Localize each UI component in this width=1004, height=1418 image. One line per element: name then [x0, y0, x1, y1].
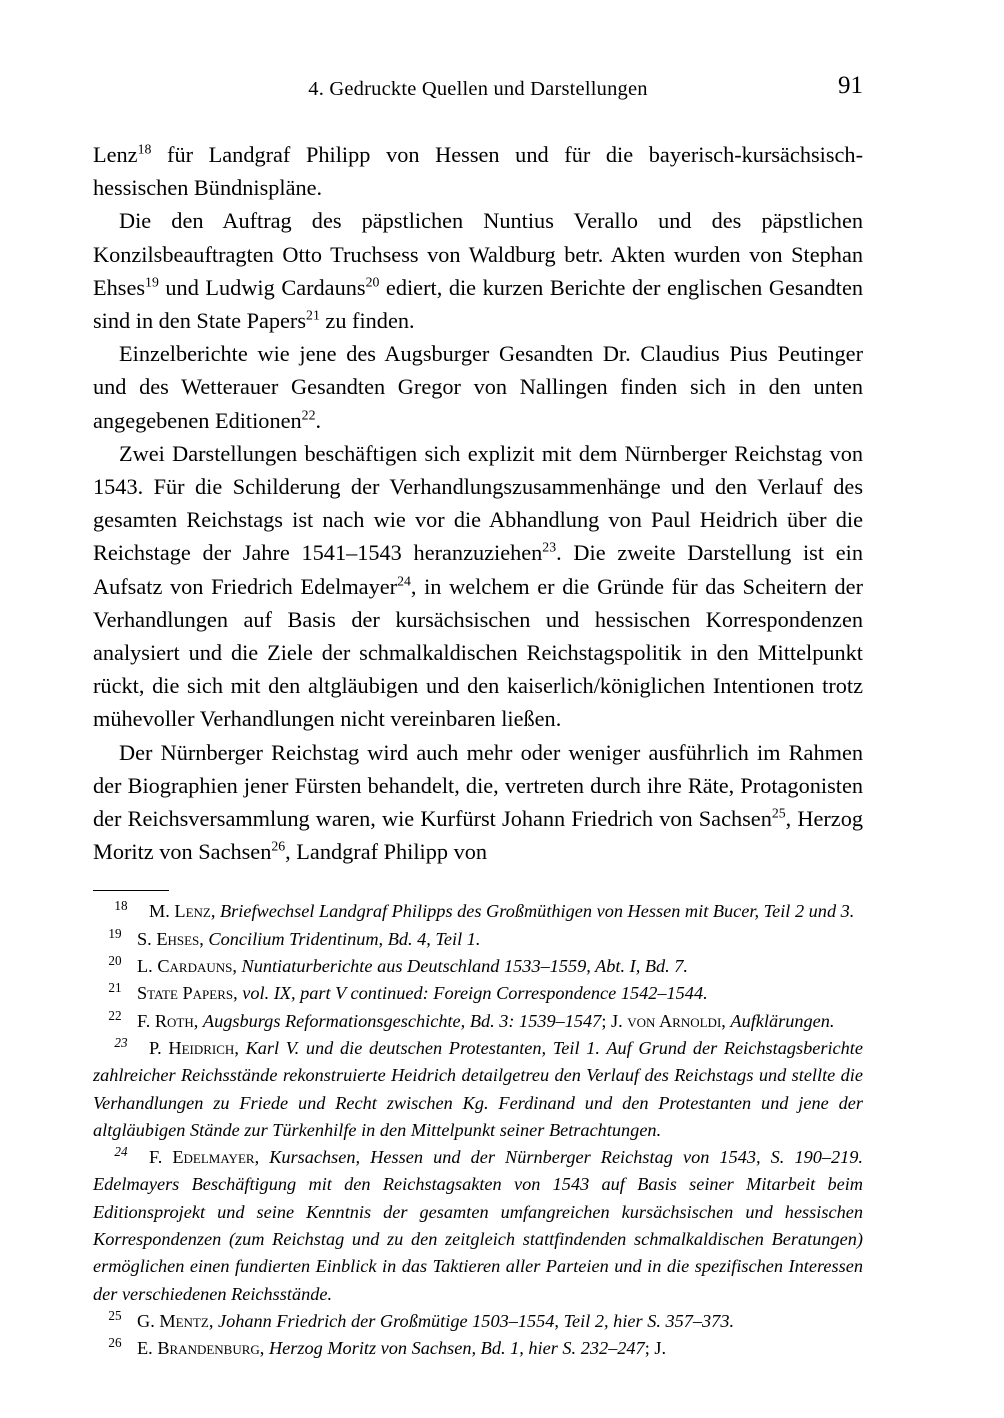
footnote-title: Augsburgs Reformationsgeschichte, Bd. 3: 1539–1547	[202, 1010, 602, 1031]
footnote-title: Karl V. und die deutschen Protestanten, Teil 1. Auf Grund der Reichstagsberichte zahlreicher Reichsstände rekonstruierte Heidrich detailgetreu den Verlauf des Reichstags und stellte die Verhandlungen zu Friede und Recht zwischen Kg. Ferdinand und den Protestanten und jene der altgläubigen Stände zur Türkenhilfe in den Mittelpunkt seiner Betrachtungen.	[93, 1037, 864, 1140]
footnote-item: 24 F. Edelmayer, Kursachsen, Hessen und der Nürnberger Reichstag von 1543, S. 190–219. Edelmayers Beschäftigung mit den Reichstagsakten von 1543 auf Basis seiner Mitarbeit beim Editionsprojekt und seine Kenntnis der gesamten umfangreichen kursächsischen und hessischen Korrespondenzen (zum Reichstag und zu den zeitgleich stattfindenden schmalkaldischen Beratungen) ermöglichen einen fundierten Einblick in das Taktieren aller Parteien und in die spezifischen Interessen der verschiedenen Reichsstände.	[93, 1144, 863, 1304]
footnote-text: ,	[199, 928, 209, 949]
footnote-text: M.	[149, 901, 175, 922]
body-paragraph	[93, 204, 863, 337]
body-paragraph	[93, 337, 863, 437]
text-run: , in welchem er die Gründe für das Scheitern der Verhandlungen auf Basis der kursächsischen und hessischen Korrespondenzen analysiert und die Ziele der schmalkaldischen Reichstagspolitik in den Mittelpunkt rückt, die sich mit den altgläubigen und den kaiserlich/königlichen Intentionen trotz mühevoller Verhandlungen nicht vereinbaren ließen.	[93, 573, 863, 732]
footnote-title: Kursachsen, Hessen und der Nürnberger Reichstag von 1543, S. 190–219. Edelmayers Beschäftigung mit den Reichstagsakten von 1543 auf Basis seiner Mitarbeit beim Editionsprojekt und seine Kenntnis der gesamten umfangreichen kursächsischen und hessischen Korrespondenzen (zum Reichstag und zu den zeitgleich stattfindenden schmalkaldischen Beratungen) ermöglichen einen fundierten Einblick in das Taktieren aller Parteien und in die spezifischen Interessen der verschiedenen Reichsstände.	[93, 1147, 863, 1304]
footnote-text: ,	[193, 1010, 203, 1031]
footnote-text: ,	[208, 1310, 218, 1331]
text-run: ediert, die kurzen Berichte der englischen Gesandten sind in den State Papers	[93, 274, 863, 334]
footnote-reference[interactable]: 26	[271, 838, 286, 854]
footnote-text: ,	[259, 1338, 269, 1359]
footnote-item: 26 E. Brandenburg, Herzog Moritz von Sachsen, Bd. 1, hier S. 232–247; J.	[108, 1335, 667, 1359]
footnote-title: Concilium Tridentinum, Bd. 4, Teil 1.	[208, 928, 481, 949]
footnote-item: 21 State Papers, vol. IX, part V continued: Foreign Correspondence 1542–1544.	[108, 980, 708, 1004]
footnote-list	[93, 898, 863, 1362]
footnote-reference[interactable]: 25	[771, 805, 786, 821]
body-paragraph	[93, 437, 863, 736]
footnote-title: Nuntiaturberichte aus Deutschland 1533–1559, Abt. I, Bd. 7.	[241, 956, 689, 977]
footnote-text: E.	[137, 1338, 158, 1359]
text-run: , Herzog Moritz von Sachsen	[93, 806, 864, 865]
footnote-text: ,	[210, 901, 220, 922]
body-text	[93, 138, 863, 868]
footnote-text: ; J.	[644, 1338, 667, 1359]
footnote-text: F.	[149, 1147, 173, 1168]
text-run: Einzelberichte wie jene des Augsburger Gesandten Dr. Claudius Pius Peutinger und des Wetterauer Gesandten Gregor von Nallingen finden sich in den unten angegebenen Editionen	[93, 341, 863, 433]
footnote-text: ,	[721, 1010, 731, 1031]
body-paragraph	[93, 736, 863, 869]
footnote-reference[interactable]: 18	[137, 141, 152, 157]
text-run: Die den Auftrag des päpstlichen Nuntius Verallo und des päpstlichen Konzilsbeauftragten Otto Truchsess von Waldburg betr. Akten wurden von Stephan Ehses	[93, 208, 863, 300]
footnote-item: 20 L. Cardauns, Nuntiaturberichte aus Deutschland 1533–1559, Abt. I, Bd. 7.	[108, 952, 689, 977]
footnote-title: Johann Friedrich der Großmütige 1503–1554, Teil 2, hier S. 357–373.	[217, 1310, 735, 1331]
text-run: Lenz	[93, 142, 138, 167]
footnote-text: ,	[234, 1037, 246, 1058]
footnote-reference[interactable]: 24	[397, 573, 411, 589]
page-content	[93, 0, 863, 1363]
text-run: zu finden.	[319, 308, 415, 334]
footnote-author: Lenz	[174, 901, 211, 922]
footnote-item: 22 F. Roth, Augsburgs Reformationsgeschichte, Bd. 3: 1539–1547; J. von Arnoldi, Aufklärungen.	[108, 1007, 835, 1031]
footnote-text: ; J.	[601, 1010, 628, 1031]
footnote-title: Briefwechsel Landgraf Philipps des Großmüthigen von Hessen mit Bucer, Teil 2 und 3.	[219, 901, 855, 922]
footnote-author: Brandenburg	[157, 1338, 260, 1359]
footnote-author: Edelmayer	[172, 1147, 255, 1168]
footnote-reference[interactable]: 21	[306, 307, 320, 323]
footnote-reference[interactable]: 19	[145, 274, 159, 290]
footnote-author: von Arnoldi	[627, 1010, 722, 1031]
footnote-author: Heidrich	[168, 1037, 235, 1058]
footnote-text: ,	[232, 956, 242, 977]
footnote-author: Roth	[154, 1010, 194, 1031]
footnote-text: F.	[137, 1010, 155, 1031]
text-run: für Landgraf Philipp von Hessen und für die bayerisch-kursächsisch-hessischen Bündnispläne.	[93, 142, 863, 201]
text-run: Zwei Darstellungen beschäftigen sich explizit mit dem Nürnberger Reichstag von 1543. Für die Schilderung der Verhandlungszusammenhänge und den Verlauf des gesamten Reichstags ist nach wie vor die Abhandlung von Paul Heidrich über die Reichstage der Jahre 1541–1543 heranzuziehen	[93, 440, 863, 566]
footnote-text: S.	[137, 928, 157, 949]
footnote-title: Herzog Moritz von Sachsen, Bd. 1, hier S. 232–247	[268, 1338, 645, 1359]
page-number: 91	[838, 72, 863, 99]
footnote-reference[interactable]: 20	[365, 274, 380, 290]
text-run: , Landgraf Philipp von	[285, 839, 488, 865]
footnote-item: 23 P. Heidrich, Karl V. und die deutschen Protestanten, Teil 1. Auf Grund der Reichstagsberichte zahlreicher Reichsstände rekonstruierte Heidrich detailgetreu den Verlauf des Reichstags und stellte die Verhandlungen zu Friede und Recht zwischen Kg. Ferdinand und den Protestanten und jene der altgläubigen Stände zur Türkenhilfe in den Mittelpunkt seiner Betrachtungen.	[93, 1034, 864, 1140]
footnote-reference[interactable]: 23	[542, 540, 557, 556]
footnote-author: Ehses	[156, 928, 200, 949]
footnote-author: State Papers	[137, 983, 234, 1004]
text-run: .	[315, 407, 322, 433]
footnote-item: 18 M. Lenz, Briefwechsel Landgraf Philipps des Großmüthigen von Hessen mit Bucer, Teil 2 und 3.	[114, 898, 855, 922]
footnote-text: P.	[149, 1037, 169, 1058]
header-title: 4. Gedruckte Quellen und Darstellungen	[308, 78, 648, 100]
text-run: Der Nürnberger Reichstag wird auch mehr oder weniger ausführlich im Rahmen der Biographien jener Fürsten behandelt, die, vertreten durch ihre Räte, Protagonisten der Reichsversammlung waren, wie Kurfürst Johann Friedrich von Sachsen	[93, 739, 863, 832]
text-run: . Die zweite Darstellung ist ein Aufsatz von Friedrich Edelmayer	[93, 540, 863, 599]
footnote-item: 25 G. Mentz, Johann Friedrich der Großmütige 1503–1554, Teil 2, hier S. 357–373.	[108, 1307, 735, 1331]
footnote-text: G.	[137, 1310, 160, 1331]
footnote-title: Aufklärungen.	[730, 1010, 835, 1031]
footnote-reference[interactable]: 22	[301, 407, 316, 423]
footnote-text: L.	[137, 956, 158, 977]
footnote-section	[93, 890, 863, 1362]
footnote-text: ,	[254, 1147, 270, 1168]
footnote-separator-rule	[93, 890, 169, 891]
text-run: und Ludwig Cardauns	[158, 274, 366, 300]
footnote-author: Mentz	[159, 1310, 209, 1331]
body-paragraph	[93, 138, 863, 204]
footnote-title: vol. IX, part V continued: Foreign Correspondence 1542–1544.	[242, 983, 708, 1004]
footnote-item: 19 S. Ehses, Concilium Tridentinum, Bd. 4, Teil 1.	[108, 925, 481, 949]
footnote-author: Cardauns	[157, 956, 233, 977]
footnote-text: ,	[233, 983, 243, 1004]
running-header	[93, 0, 863, 124]
